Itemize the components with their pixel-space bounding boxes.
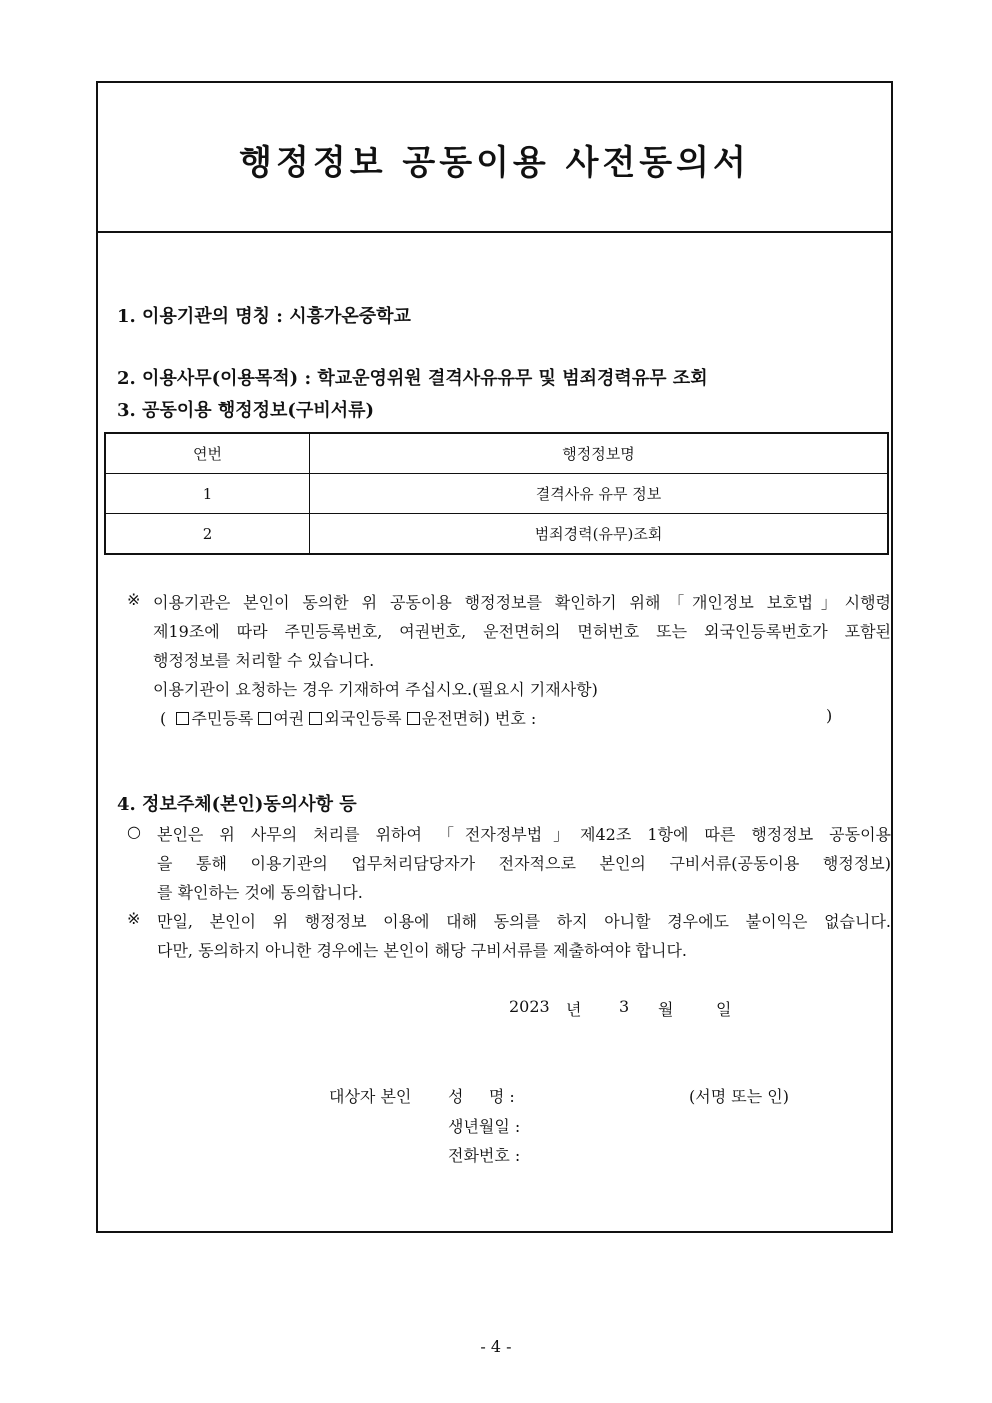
table-header-row [105, 433, 888, 474]
admin-info-table [104, 432, 889, 555]
birth-label: 생년월일 : [448, 1117, 521, 1136]
subject-label: 대상자 본인 [329, 1087, 412, 1106]
table-row [105, 474, 888, 514]
cell-no: 2 [105, 514, 310, 555]
number-close-paren: ) [826, 706, 833, 725]
notice-line-1: 이용기관은 본인이 동의한 위 공동이용 행정정보를 확인하기 위해「개인정보 보호법」시행령 [153, 593, 891, 612]
options-open-paren: ( [160, 709, 167, 728]
checkbox-alien-registration[interactable] [309, 712, 322, 725]
page-number: - 4 - [480, 1337, 512, 1356]
phone-label: 전화번호 : [448, 1146, 521, 1165]
reference-mark: ※ [127, 909, 141, 928]
consent-line-2: 을 통해 이용기관의 업무처리담당자가 전자적으로 본인의 구비서류(공동이용 행정정보) [157, 854, 891, 873]
option-label: 여권 [273, 709, 305, 728]
date-year-unit: 년 [566, 1000, 582, 1019]
number-label: ) 번호 : [483, 709, 537, 728]
date-year: 2023 [509, 997, 550, 1016]
nonconsent-line-1: 만일, 본인이 위 행정정보 이용에 대해 동의를 하지 아니할 경우에도 불이익은 없습니다. [157, 912, 891, 931]
notice-line-4: 이용기관이 요청하는 경우 기재하여 주십시오.(필요시 기재사항) [153, 680, 598, 699]
consent-line-1: 본인은 위 사무의 처리를 위하여 「전자정부법」제42조 1항에 따른 행정정보 공동이용 [157, 825, 891, 844]
section-3-label: 3. 공동이용 행정정보(구비서류) [117, 400, 375, 421]
option-label: 외국인등록 [324, 709, 402, 728]
section-2-label: 2. 이용사무(이용목적) : 학교운영위원 결격사유유무 및 범죄경력유무 조회 [117, 368, 708, 389]
option-label: 운전면허 [421, 709, 484, 728]
name-label: 성 명 : [448, 1087, 515, 1106]
column-header-no: 연번 [105, 433, 310, 474]
date-month-unit: 월 [658, 1000, 674, 1019]
checkbox-resident-registration[interactable] [176, 712, 189, 725]
date-day-unit: 일 [716, 1000, 732, 1019]
section-1-label: 1. 이용기관의 명칭 : 시흥가온중학교 [117, 306, 411, 327]
nonconsent-line-2: 다만, 동의하지 아니한 경우에는 본인이 해당 구비서류를 제출하여야 합니다. [157, 941, 687, 960]
notice-mark: ※ [127, 590, 141, 609]
checkbox-passport[interactable] [258, 712, 271, 725]
column-header-name: 행정정보명 [310, 433, 889, 474]
table-row [105, 514, 888, 555]
page-title: 행정정보 공동이용 사전동의서 [239, 143, 750, 183]
notice-line-3: 행정정보를 처리할 수 있습니다. [153, 651, 375, 670]
id-type-options [160, 706, 536, 729]
title-box [98, 83, 891, 233]
section-4-label: 4. 정보주체(본인)동의사항 등 [117, 794, 357, 815]
notice-line-2: 제19조에 따라 주민등록번호, 여권번호, 운전면허의 면허번호 또는 외국인등록번호가 포함된 [153, 622, 891, 641]
cell-name: 결격사유 유무 정보 [310, 474, 889, 514]
option-label: 주민등록 [191, 709, 254, 728]
sign-hint: (서명 또는 인) [689, 1087, 789, 1106]
date-month: 3 [619, 997, 630, 1016]
checkbox-drivers-license[interactable] [407, 712, 420, 725]
cell-no: 1 [105, 474, 310, 514]
consent-line-3: 를 확인하는 것에 동의합니다. [157, 883, 363, 902]
cell-name: 범죄경력(유무)조회 [310, 514, 889, 555]
bullet-circle-mark: ○ [127, 822, 141, 841]
